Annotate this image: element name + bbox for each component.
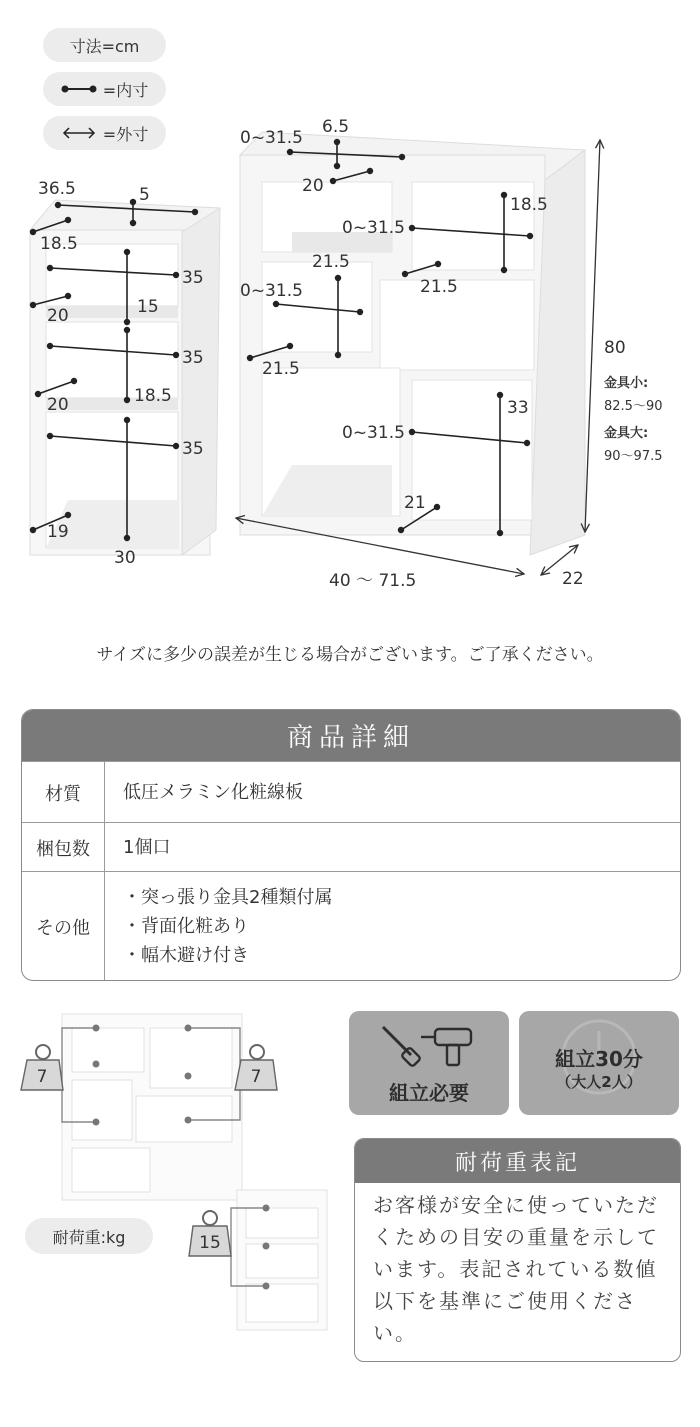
large-adjust-1: 0~31.5 [240,128,303,148]
fitting-large-range: 90～97.5 [604,449,663,464]
load-capacity-diagram [0,1000,345,1340]
material-value: 低圧メラミン化粧線板 [123,782,303,803]
large-depth-1: 6.5 [322,117,350,137]
size-tolerance-note: サイズに多少の誤差が生じる場合がございます。ご了承ください。 [96,645,604,665]
assembly-people-label: （大人2人） [556,1073,642,1091]
large-adjust-2: 0~31.5 [342,218,405,238]
load-notice-title: 耐荷重表記 [355,1139,680,1183]
large-depth-2: 20 [302,176,324,196]
other-key: その他 [22,872,105,981]
other-value-2: ・背面化粧あり [123,916,249,937]
weight-left-value: 7 [36,1067,48,1087]
small-top-depth: 5 [139,185,150,205]
outer-label: =外寸 [102,124,149,144]
small-depth-3: 20 [47,395,69,415]
load-unit-label: 耐荷重:kg [25,1218,153,1254]
small-depth-1: 18.5 [40,234,78,254]
large-height-2: 21.5 [312,252,350,272]
load-notice-box [354,1138,681,1362]
fitting-small-range: 82.5～90 [604,399,663,414]
large-adjust-4: 0~31.5 [342,423,405,443]
small-width-1: 35 [182,268,204,288]
load-small-shelf [237,1190,327,1330]
dimension-diagram [0,0,700,610]
product-details-table [21,709,681,981]
weight-icon-left [21,1045,63,1090]
load-notice-text: お客様が安全に使っていただくための目安の重量を示しています。表記されている数値以下を基準にご使用ください。 [373,1193,659,1345]
inner-label: =内寸 [102,80,149,100]
small-height-1: 15 [137,297,159,317]
details-row-packages [22,822,680,872]
small-depth-2: 20 [47,306,69,326]
unit-label: 寸法=cm [69,36,140,56]
assembly-time-label: 組立30分 [555,1047,643,1071]
small-width-3: 35 [182,439,204,459]
other-value-3: ・幅木避け付き [123,945,249,966]
weight-right-value: 7 [250,1067,262,1087]
other-value-1: ・突っ張り金具2種類付属 [123,887,333,908]
details-row-material [22,761,680,823]
small-width-2: 35 [182,348,204,368]
fitting-large-label: 金具大: [604,426,649,441]
large-depth-3: 21.5 [420,277,458,297]
large-width: 40 ～ 71.5 [329,571,417,591]
material-key: 材質 [22,762,105,823]
small-top-width: 36.5 [38,179,76,199]
tools-icon [377,1021,481,1067]
assembly-required-badge [349,1011,509,1115]
large-height: 80 [604,338,626,358]
weight-small-value: 15 [199,1233,221,1253]
large-adjust-3: 0~31.5 [240,281,303,301]
details-title: 商品詳細 [22,710,680,761]
assembly-time-badge [519,1011,679,1115]
large-depth-5: 21 [404,493,426,513]
packages-value: 1個口 [123,837,171,858]
large-depth-4: 21.5 [262,359,300,379]
details-row-other [22,871,680,981]
assembly-required-label: 組立必要 [389,1081,469,1105]
small-height-2: 18.5 [134,386,172,406]
packages-key: 梱包数 [22,823,105,872]
large-height-1: 18.5 [510,195,548,215]
weight-icon-small [189,1211,231,1256]
fitting-small-label: 金具小: [604,376,649,391]
large-depth: 22 [562,569,584,589]
large-height-3: 33 [507,398,529,418]
small-height-3: 30 [114,548,136,568]
small-depth-4: 19 [47,522,69,542]
load-large-shelf [62,1014,242,1200]
